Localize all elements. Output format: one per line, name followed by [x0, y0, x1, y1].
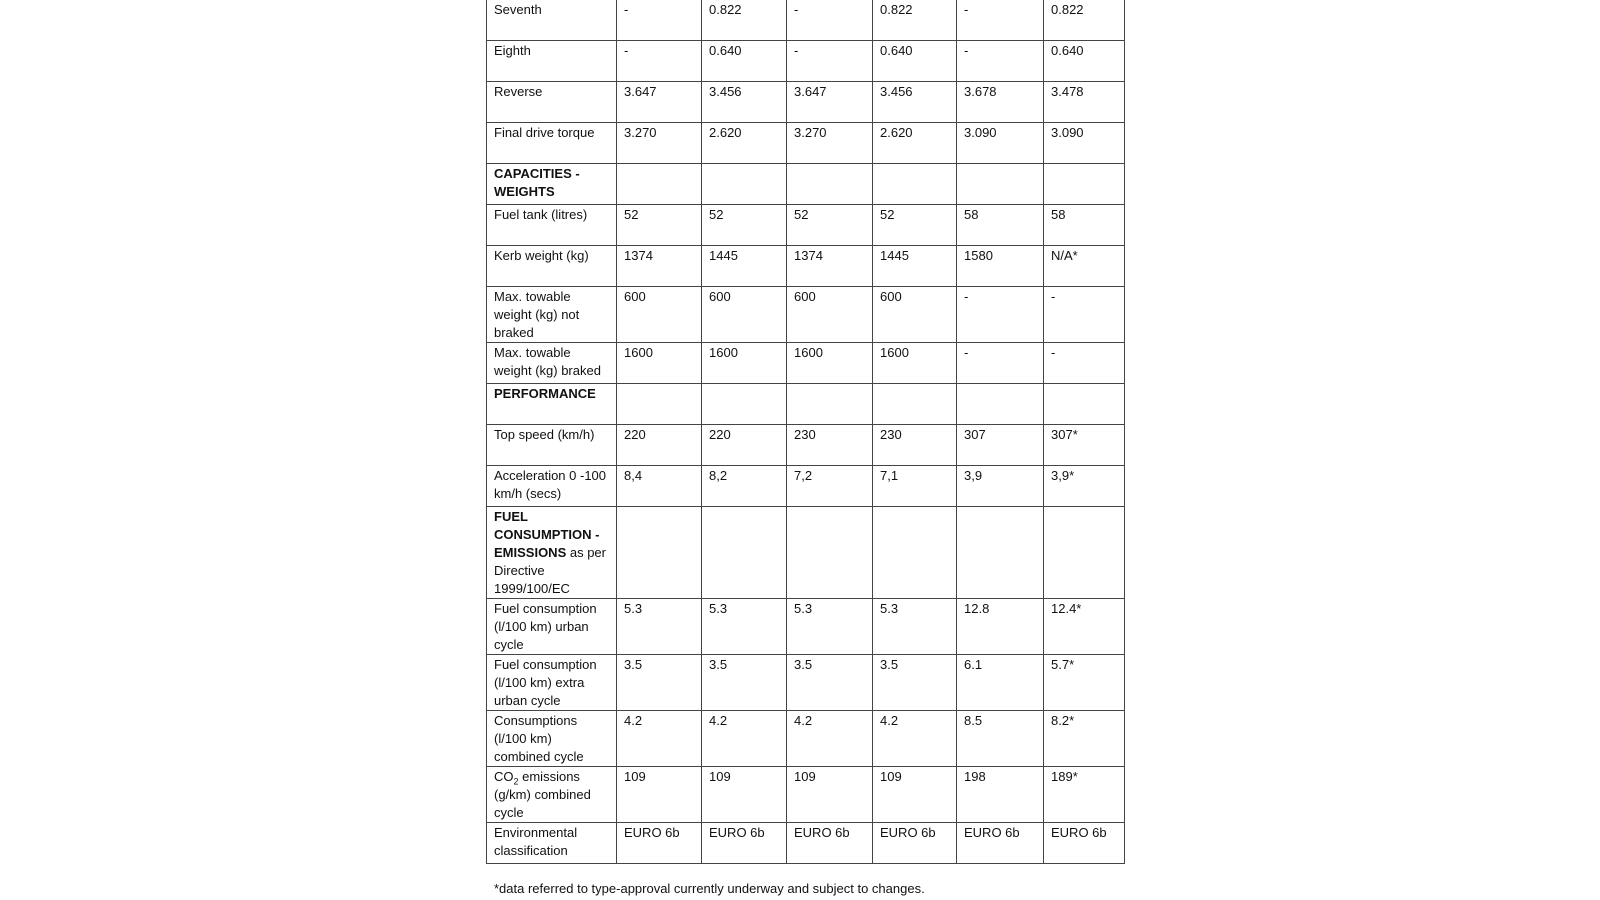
row-label: Max. towable weight (kg) not braked — [487, 287, 617, 343]
table-cell: 5.3 — [787, 599, 873, 655]
table-cell: 1600 — [787, 343, 873, 384]
table-cell: 1600 — [702, 343, 787, 384]
row-label: Top speed (km/h) — [487, 425, 617, 466]
table-cell: 3.090 — [1044, 123, 1125, 164]
table-cell: - — [1044, 287, 1125, 343]
table-row — [487, 0, 1125, 41]
table-cell: 0.822 — [873, 0, 957, 41]
table-cell: 3.647 — [617, 82, 702, 123]
table-cell — [617, 164, 702, 205]
table-cell: 1374 — [617, 246, 702, 287]
table-cell: 220 — [702, 425, 787, 466]
section-heading: CAPACITIES - WEIGHTS — [487, 164, 617, 205]
row-label: Seventh — [487, 0, 617, 41]
table-cell: 307 — [957, 425, 1044, 466]
table-cell: N/A* — [1044, 246, 1125, 287]
table-cell: 3.478 — [1044, 82, 1125, 123]
section-heading-bold: FUEL CONSUMPTION - EMISSIONS — [494, 509, 600, 560]
table-cell: 1600 — [873, 343, 957, 384]
spec-table — [486, 0, 1125, 864]
table-cell: 0.640 — [873, 41, 957, 82]
table-row — [487, 466, 1125, 507]
table-cell: 4.2 — [873, 711, 957, 767]
table-cell — [957, 164, 1044, 205]
table-cell: - — [617, 41, 702, 82]
table-cell: - — [617, 0, 702, 41]
table-cell: 12.4* — [1044, 599, 1125, 655]
table-cell: 52 — [873, 205, 957, 246]
table-cell: 3.456 — [702, 82, 787, 123]
co2-subscript: 2 — [513, 776, 519, 787]
row-label: Final drive torque — [487, 123, 617, 164]
table-row — [487, 343, 1125, 384]
table-cell: 52 — [702, 205, 787, 246]
table-cell: 52 — [787, 205, 873, 246]
row-label — [487, 767, 617, 823]
table-cell: EURO 6b — [702, 823, 787, 864]
table-cell: 3.5 — [702, 655, 787, 711]
table-cell: 0.822 — [702, 0, 787, 41]
table-row — [487, 123, 1125, 164]
table-cell — [702, 507, 787, 599]
table-cell — [617, 384, 702, 425]
table-cell: - — [957, 41, 1044, 82]
table-cell: 1374 — [787, 246, 873, 287]
table-cell: 3,9 — [957, 466, 1044, 507]
table-cell: 4.2 — [702, 711, 787, 767]
table-cell: 5.7* — [1044, 655, 1125, 711]
table-cell — [873, 164, 957, 205]
table-cell: 3.5 — [617, 655, 702, 711]
table-row — [487, 41, 1125, 82]
table-cell: 109 — [787, 767, 873, 823]
table-cell: 3.647 — [787, 82, 873, 123]
table-cell: 52 — [617, 205, 702, 246]
row-label: Max. towable weight (kg) braked — [487, 343, 617, 384]
table-cell: 12.8 — [957, 599, 1044, 655]
row-label: Fuel consumption (l/100 km) urban cycle — [487, 599, 617, 655]
row-label: Eighth — [487, 41, 617, 82]
table-row — [487, 287, 1125, 343]
table-cell — [787, 164, 873, 205]
table-row — [487, 425, 1125, 466]
table-cell: 1580 — [957, 246, 1044, 287]
table-cell: 600 — [787, 287, 873, 343]
table-cell: EURO 6b — [1044, 823, 1125, 864]
table-cell: 109 — [873, 767, 957, 823]
table-cell: 3.456 — [873, 82, 957, 123]
table-cell: EURO 6b — [617, 823, 702, 864]
table-cell: 8.2* — [1044, 711, 1125, 767]
table-cell: 8,2 — [702, 466, 787, 507]
table-cell: - — [957, 287, 1044, 343]
table-cell: 4.2 — [617, 711, 702, 767]
table-cell: 109 — [702, 767, 787, 823]
table-cell — [1044, 384, 1125, 425]
table-cell: 8.5 — [957, 711, 1044, 767]
table-cell — [873, 384, 957, 425]
table-cell: 109 — [617, 767, 702, 823]
table-cell: 7,1 — [873, 466, 957, 507]
table-cell: 600 — [873, 287, 957, 343]
table-cell: EURO 6b — [873, 823, 957, 864]
table-cell: 5.3 — [873, 599, 957, 655]
table-cell: 58 — [957, 205, 1044, 246]
section-heading-suffix: as per Directive 1999/100/EC — [494, 545, 606, 596]
table-cell: EURO 6b — [957, 823, 1044, 864]
table-cell: 1445 — [702, 246, 787, 287]
table-cell — [787, 384, 873, 425]
table-cell: 1445 — [873, 246, 957, 287]
table-cell: 2.620 — [873, 123, 957, 164]
table-row — [487, 655, 1125, 711]
table-cell: 4.2 — [787, 711, 873, 767]
table-cell: - — [1044, 343, 1125, 384]
table-cell: 7,2 — [787, 466, 873, 507]
table-row — [487, 82, 1125, 123]
table-cell: - — [787, 0, 873, 41]
table-cell: 5.3 — [617, 599, 702, 655]
table-cell: - — [957, 343, 1044, 384]
table-cell: 58 — [1044, 205, 1125, 246]
table-row — [487, 711, 1125, 767]
table-cell — [702, 164, 787, 205]
row-label: Fuel consumption (l/100 km) extra urban cycle — [487, 655, 617, 711]
table-cell — [957, 384, 1044, 425]
table-cell: 3,9* — [1044, 466, 1125, 507]
table-cell: 0.640 — [702, 41, 787, 82]
table-cell — [957, 507, 1044, 599]
table-cell: 307* — [1044, 425, 1125, 466]
table-cell: 3.5 — [873, 655, 957, 711]
table-cell — [787, 507, 873, 599]
section-row — [487, 507, 1125, 599]
table-cell: 198 — [957, 767, 1044, 823]
table-row — [487, 767, 1125, 823]
table-cell: 1600 — [617, 343, 702, 384]
co2-prefix: CO — [494, 769, 514, 784]
footnote: *data referred to type-approval currently underway and subject to changes. — [494, 881, 925, 896]
table-cell: 600 — [702, 287, 787, 343]
table-row — [487, 246, 1125, 287]
table-cell: 3.5 — [787, 655, 873, 711]
table-cell: 3.270 — [617, 123, 702, 164]
row-label: Environmental classification — [487, 823, 617, 864]
table-row — [487, 205, 1125, 246]
table-cell: 0.822 — [1044, 0, 1125, 41]
table-cell: 6.1 — [957, 655, 1044, 711]
table-cell: 230 — [787, 425, 873, 466]
row-label: Reverse — [487, 82, 617, 123]
table-cell — [617, 507, 702, 599]
table-cell: - — [787, 41, 873, 82]
table-cell: 0.640 — [1044, 41, 1125, 82]
table-row — [487, 599, 1125, 655]
table-cell: EURO 6b — [787, 823, 873, 864]
table-cell: 220 — [617, 425, 702, 466]
table-cell: 3.270 — [787, 123, 873, 164]
table-cell: 8,4 — [617, 466, 702, 507]
section-row — [487, 164, 1125, 205]
table-cell: 3.090 — [957, 123, 1044, 164]
row-label: Acceleration 0 -100 km/h (secs) — [487, 466, 617, 507]
row-label: Kerb weight (kg) — [487, 246, 617, 287]
row-label: Fuel tank (litres) — [487, 205, 617, 246]
section-heading: PERFORMANCE — [487, 384, 617, 425]
table-cell: 189* — [1044, 767, 1125, 823]
table-cell — [702, 384, 787, 425]
table-cell: 600 — [617, 287, 702, 343]
table-cell: 5.3 — [702, 599, 787, 655]
row-label: Consumptions (l/100 km) combined cycle — [487, 711, 617, 767]
co2-suffix: emissions (g/km) combined cycle — [494, 769, 591, 820]
table-cell — [873, 507, 957, 599]
table-row — [487, 823, 1125, 864]
section-heading — [487, 507, 617, 599]
table-cell: 230 — [873, 425, 957, 466]
section-row — [487, 384, 1125, 425]
table-cell — [1044, 507, 1125, 599]
table-cell — [1044, 164, 1125, 205]
table-cell: 3.678 — [957, 82, 1044, 123]
table-cell: 2.620 — [702, 123, 787, 164]
table-cell: - — [957, 0, 1044, 41]
